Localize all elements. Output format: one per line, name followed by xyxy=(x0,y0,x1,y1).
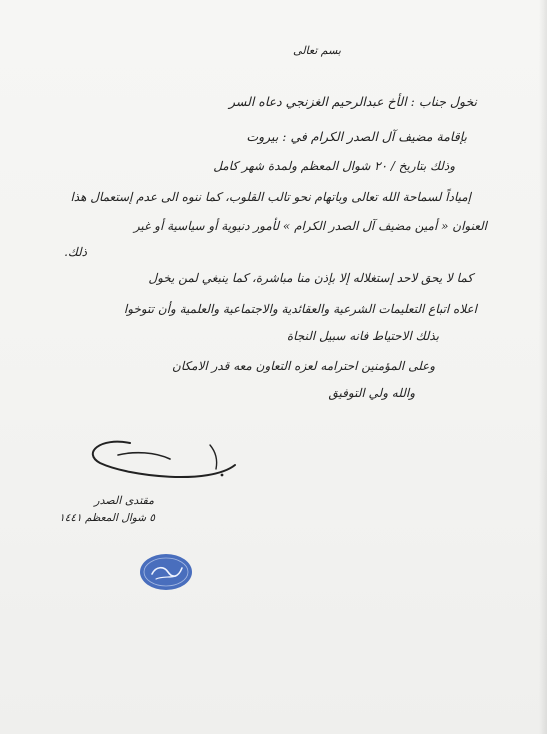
body-line: ذلك. xyxy=(64,245,87,259)
official-seal xyxy=(138,552,194,592)
closing-line: والله ولي التوفيق xyxy=(328,386,415,400)
body-line: إمياداً لسماحة الله تعالى وباتهام نحو تالب القلوب، كما ننوه الى عدم إستعمال هذا xyxy=(70,190,471,204)
date-line: وذلك بتاريخ / ٢٠ شوال المعظم ولمدة شهر كامل xyxy=(213,159,455,173)
signature-date: ٥ شوال المعظم ١٤٤١ xyxy=(59,512,155,524)
body-line: كما لا يحق لاحد إستغلاله إلا بإذن منا مباشرة، كما ينبغي لمن يخول xyxy=(148,271,473,285)
addressee-line: نخول جناب : الأخ عبدالرحيم الغزنجي دعاه السر xyxy=(228,94,477,109)
role-line: بإقامة مضيف آل الصدر الكرام في : بيروت xyxy=(246,129,467,144)
signatory-name: مقتدى الصدر xyxy=(94,494,154,507)
body-line: بذلك الاحتياط فانه سبيل النجاة xyxy=(286,329,439,343)
page-edge-shadow xyxy=(539,0,547,734)
body-line: اعلاه اتباع التعليمات الشرعية والعقائدية والاجتماعية والعلمية وأن تتوخوا xyxy=(123,302,477,316)
handwritten-signature xyxy=(60,425,260,495)
closing-line: وعلى المؤمنين احترامه لعزه التعاون معه قدر الامكان xyxy=(172,359,435,373)
basmala-heading: بسم تعالى xyxy=(293,44,341,57)
body-line: العنوان « أمين مضيف آل الصدر الكرام » لأمور دنيوية أو سياسية أو غير xyxy=(133,219,487,233)
